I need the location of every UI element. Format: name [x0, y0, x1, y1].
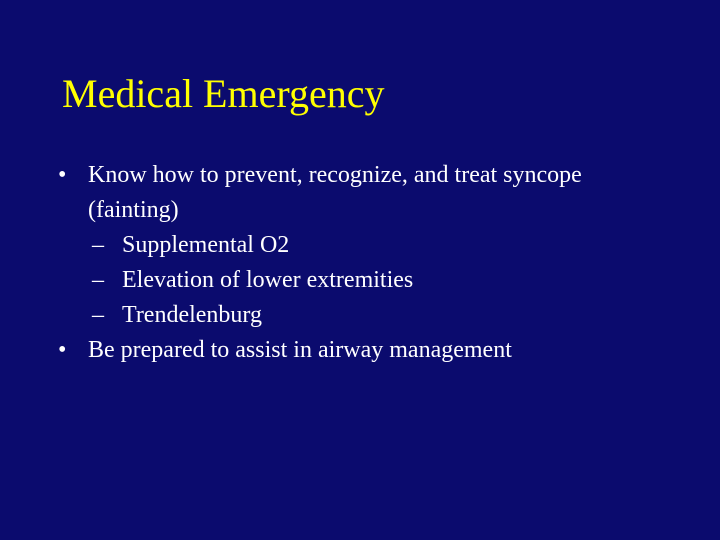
- sub-bullet-text: Trendelenburg: [122, 302, 262, 328]
- bullet-marker: •: [58, 162, 67, 188]
- dash-marker: –: [92, 267, 104, 293]
- bullet-text: Be prepared to assist in airway management: [88, 337, 512, 363]
- slide-title: Medical Emergency: [62, 71, 385, 116]
- sub-bullet-list: [88, 228, 678, 333]
- sub-bullet-text: Supplemental O2: [122, 232, 290, 258]
- dash-marker: –: [92, 232, 104, 258]
- bullet-list: [58, 158, 678, 368]
- bullet-marker: •: [58, 337, 67, 363]
- bullet-item-prevent-syncope: [58, 158, 678, 333]
- bullet-text: Know how to prevent, recognize, and treat syncope (fainting): [88, 162, 582, 223]
- dash-marker: –: [92, 302, 104, 328]
- sub-bullet-item-trendelenburg: [88, 298, 678, 333]
- sub-bullet-item-elevation: [88, 263, 678, 298]
- sub-bullet-text: Elevation of lower extremities: [122, 267, 414, 293]
- sub-bullet-item-supplemental-o2: [88, 228, 678, 263]
- bullet-item-airway-management: [58, 333, 678, 368]
